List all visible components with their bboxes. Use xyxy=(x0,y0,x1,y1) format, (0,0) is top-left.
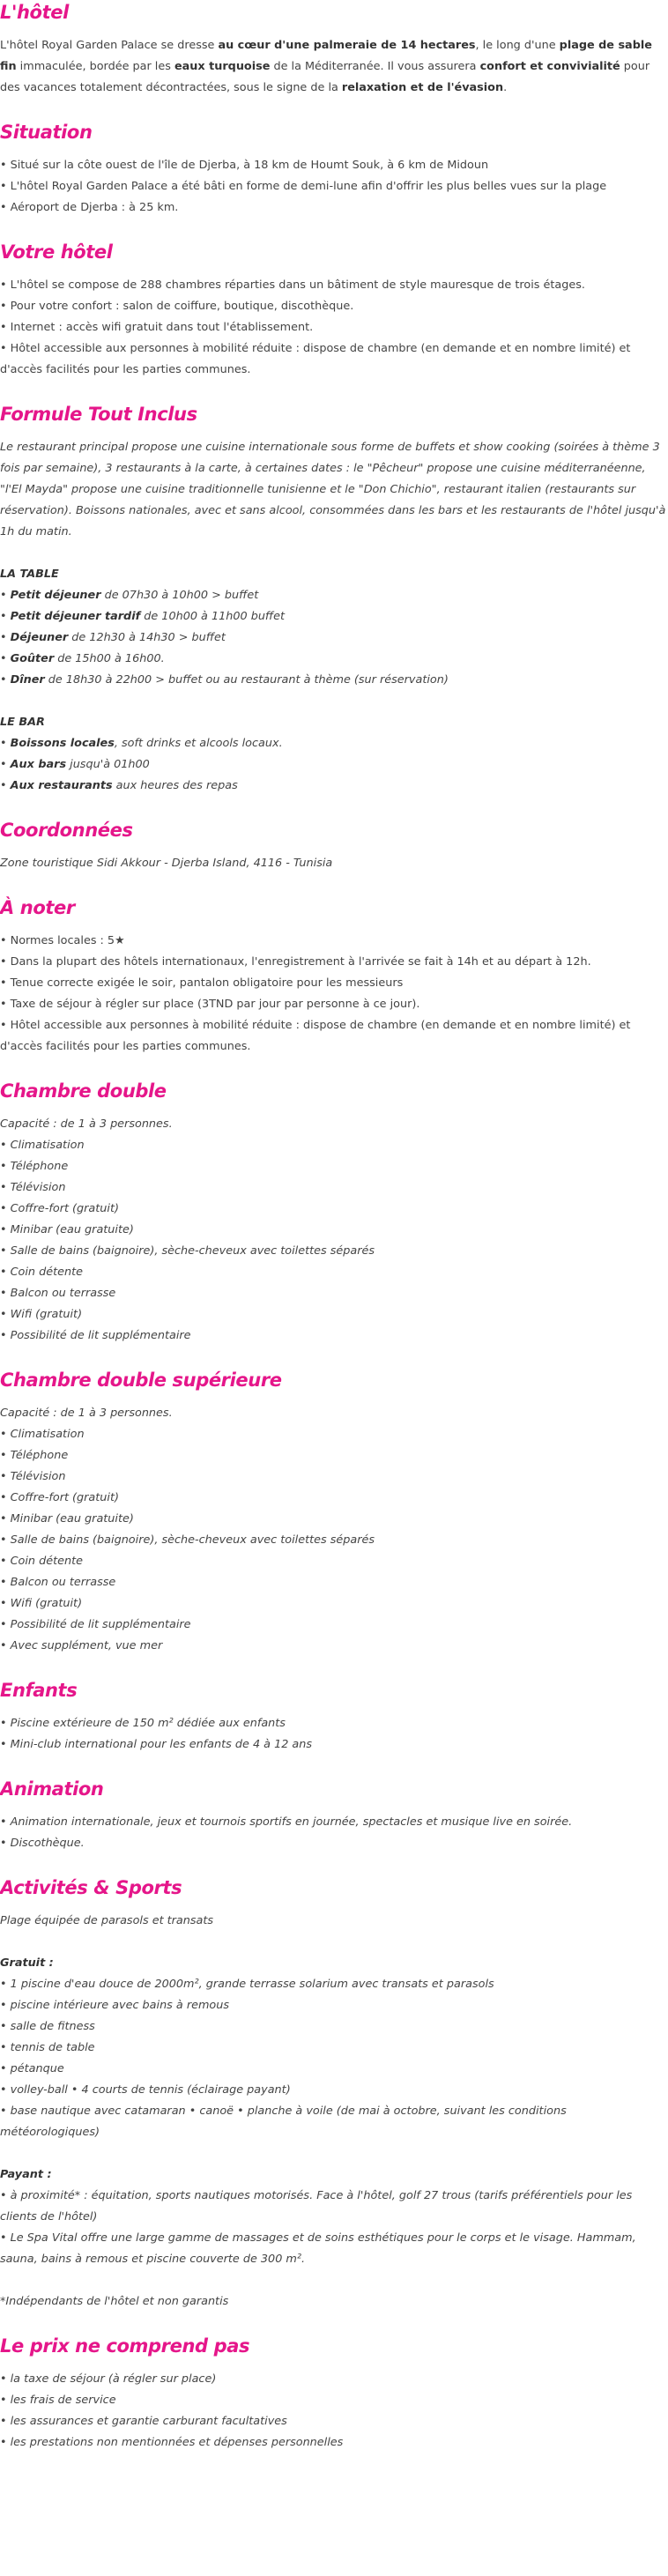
section-title-animation: Animation xyxy=(0,1778,104,1800)
list-item: • Wifi (gratuit) xyxy=(0,1308,83,1321)
section-enfants xyxy=(0,1678,668,1756)
activites-footnote: *Indépendants de l'hôtel et non garantis xyxy=(0,2295,229,2308)
list-item: • Téléphone xyxy=(0,1449,69,1462)
list-item: • Aux bars jusqu'à 01h00 xyxy=(0,758,150,771)
bar-item-name: Aux bars xyxy=(10,758,67,771)
list-item: • Wifi (gratuit) xyxy=(0,1597,83,1610)
bar-item-name: Boissons locales xyxy=(10,737,115,750)
list-item: • la taxe de séjour (à régler sur place) xyxy=(0,2372,217,2386)
hotel-text-5: pour des vacances totalement décontractées, sous le signe de la xyxy=(0,60,650,94)
bar-item-name: Aux restaurants xyxy=(10,779,113,792)
section-title-votre-hotel: Votre hôtel xyxy=(0,241,113,263)
section-situation xyxy=(0,120,668,219)
list-item: • Dans la plupart des hôtels internationaux, l'enregistrement à l'arrivée se fait à 14h et au départ à 12h. xyxy=(0,955,591,969)
hotel-intro-paragraph xyxy=(0,35,668,99)
list-item: • Le Spa Vital offre une large gamme de massages et de soins esthétiques pour le corps et le visage. Hammam, sauna, bains à remous et piscine couverte de 300 m². xyxy=(0,2231,636,2266)
list-item: • pétanque xyxy=(0,2062,64,2075)
list-item: • Tenue correcte exigée le soir, pantalon obligatoire pour les messieurs xyxy=(0,976,404,990)
list-item: • Dîner de 18h30 à 22h00 > buffet ou au restaurant à thème (sur réservation) xyxy=(0,673,449,687)
list-item: • les assurances et garantie carburant facultatives xyxy=(0,2415,287,2428)
list-item: • Coin détente xyxy=(0,1555,84,1568)
list-item: • piscine intérieure avec bains à remous xyxy=(0,1999,230,2012)
list-item: • Internet : accès wifi gratuit dans tout l'établissement. xyxy=(0,321,314,334)
list-item: • L'hôtel se compose de 288 chambres réparties dans un bâtiment de style mauresque de trois étages. xyxy=(0,278,585,292)
room-capacity: Capacité : de 1 à 3 personnes. xyxy=(0,1117,173,1131)
meal-name: Petit déjeuner xyxy=(10,589,101,602)
list-item: • à proximité* : équitation, sports nautiques motorisés. Face à l'hôtel, golf 27 trous (tarifs préférentiels pour les clients de l'hôtel) xyxy=(0,2189,633,2223)
section-title-chambre-double: Chambre double xyxy=(0,1080,167,1102)
bar-item-detail: aux heures des repas xyxy=(112,779,238,792)
meal-hours: de 18h30 à 22h00 > buffet ou au restaurant à thème (sur réservation) xyxy=(44,673,449,687)
list-item: • Minibar (eau gratuite) xyxy=(0,1512,134,1526)
list-item: • Taxe de séjour à régler sur place (3TND par jour par personne à ce jour). xyxy=(0,998,420,1011)
section-votre-hotel xyxy=(0,240,668,381)
list-item: • Climatisation xyxy=(0,1139,85,1152)
list-item: • Téléphone xyxy=(0,1160,69,1173)
hotel-text-6: . xyxy=(503,81,508,94)
section-activites xyxy=(0,1875,668,2312)
list-item: • Hôtel accessible aux personnes à mobilité réduite : dispose de chambre (en demande et en nombre limité) et d'accès facilités pour les parties communes. xyxy=(0,1019,631,1053)
list-item: • Coffre-fort (gratuit) xyxy=(0,1202,119,1215)
hotel-text-1: L'hôtel Royal Garden Palace se dresse xyxy=(0,39,219,52)
list-item: • Déjeuner de 12h30 à 14h30 > buffet xyxy=(0,631,226,644)
section-title-chambre-superieure: Chambre double supérieure xyxy=(0,1370,282,1391)
hotel-highlight-4: confort et convivialité xyxy=(479,60,620,73)
meal-hours: de 12h30 à 14h30 > buffet xyxy=(68,631,226,644)
list-item: • Salle de bains (baignoire), sèche-cheveux avec toilettes séparés xyxy=(0,1533,375,1547)
list-item: • Aéroport de Djerba : à 25 km. xyxy=(0,201,179,214)
list-item: • Discothèque. xyxy=(0,1837,85,1850)
list-item: • Coffre-fort (gratuit) xyxy=(0,1491,119,1504)
hotel-highlight-3: eaux turquoise xyxy=(174,60,271,73)
section-formule xyxy=(0,402,668,797)
meal-hours: de 15h00 à 16h00. xyxy=(54,652,165,665)
meal-name: Dîner xyxy=(10,673,45,687)
section-chambre-superieure xyxy=(0,1368,668,1657)
section-title-situation: Situation xyxy=(0,122,93,143)
list-item: • Climatisation xyxy=(0,1428,85,1441)
hotel-highlight-2: plage de sable fin xyxy=(0,39,652,73)
hotel-text-3: immaculée, bordée par les xyxy=(16,60,174,73)
list-item: • Télévision xyxy=(0,1470,66,1483)
section-coordonnees xyxy=(0,818,668,874)
list-item: • base nautique avec catamaran • canoë • planche à voile (de mai à octobre, suivant les conditions météorologiques) xyxy=(0,2105,567,2139)
list-item: • Minibar (eau gratuite) xyxy=(0,1223,134,1236)
room-capacity: Capacité : de 1 à 3 personnes. xyxy=(0,1407,173,1420)
hotel-highlight-1: au cœur d'une palmeraie de 14 hectares xyxy=(218,39,476,52)
list-item: • Télévision xyxy=(0,1181,66,1194)
section-title-activites: Activités & Sports xyxy=(0,1877,182,1898)
section-hotel xyxy=(0,0,668,99)
list-item: • les prestations non mentionnées et dépenses personnelles xyxy=(0,2436,344,2449)
list-item: • Aux restaurants aux heures des repas xyxy=(0,779,238,792)
formule-table-title: LA TABLE xyxy=(0,568,59,581)
list-item: • Petit déjeuner de 07h30 à 10h00 > buffet xyxy=(0,589,259,602)
formule-intro: Le restaurant principal propose une cuisine internationale sous forme de buffets et show cooking (soirées à thème 3 fois par semaine), 3 restaurants à la carte, à certaines dates : le "Pêcheur" propose une cuisine méditerranéenne, "l'El Mayda" propose une cuisine traditionnelle tunisienne et le "Don Chichio", restaurant italien (restaurants sur réservation). Boissons nationales, avec et sans alcool, consommées dans les bars et les restaurants de l'hôtel jusqu'à 1h du matin. xyxy=(0,441,666,538)
list-item: • 1 piscine d'eau douce de 2000m², grande terrasse solarium avec transats et parasols xyxy=(0,1978,494,1991)
list-item: • salle de fitness xyxy=(0,2020,95,2033)
list-item: • les frais de service xyxy=(0,2394,116,2407)
activites-gratuit-title: Gratuit : xyxy=(0,1956,54,1970)
section-title-hotel: L'hôtel xyxy=(0,2,69,23)
hotel-highlight-5: relaxation et de l'évasion xyxy=(341,81,504,94)
hotel-address: Zone touristique Sidi Akkour - Djerba Island, 4116 - Tunisia xyxy=(0,857,333,870)
section-chambre-double xyxy=(0,1079,668,1347)
list-item: • Normes locales : 5★ xyxy=(0,934,125,947)
section-a-noter xyxy=(0,895,668,1058)
list-item: • Avec supplément, vue mer xyxy=(0,1639,163,1652)
section-title-coordonnees: Coordonnées xyxy=(0,820,133,841)
hotel-text-4: de la Méditerranée. Il vous assurera xyxy=(270,60,480,73)
meal-hours: de 07h30 à 10h00 > buffet xyxy=(100,589,259,602)
list-item: • Pour votre confort : salon de coiffure, boutique, discothèque. xyxy=(0,300,354,313)
activites-intro: Plage équipée de parasols et transats xyxy=(0,1914,214,1927)
list-item: • Balcon ou terrasse xyxy=(0,1287,116,1300)
list-item: • Situé sur la côte ouest de l'île de Djerba, à 18 km de Houmt Souk, à 6 km de Midoun xyxy=(0,159,489,172)
meal-name: Déjeuner xyxy=(10,631,69,644)
hotel-text-2: , le long d'une xyxy=(475,39,560,52)
section-prix xyxy=(0,2334,668,2454)
meal-name: Petit déjeuner tardif xyxy=(10,610,141,623)
section-title-a-noter: À noter xyxy=(0,897,75,918)
list-item: • volley-ball • 4 courts de tennis (éclairage payant) xyxy=(0,2083,291,2097)
list-item: • Possibilité de lit supplémentaire xyxy=(0,1618,191,1631)
list-item: • Petit déjeuner tardif de 10h00 à 11h00 buffet xyxy=(0,610,286,623)
bar-item-detail: jusqu'à 01h00 xyxy=(66,758,150,771)
list-item: • Coin détente xyxy=(0,1266,84,1279)
activites-payant-title: Payant : xyxy=(0,2168,52,2181)
list-item: • Mini-club international pour les enfants de 4 à 12 ans xyxy=(0,1738,313,1751)
list-item: • Goûter de 15h00 à 16h00. xyxy=(0,652,165,665)
list-item: • L'hôtel Royal Garden Palace a été bâti en forme de demi-lune afin d'offrir les plus belles vues sur la plage xyxy=(0,180,607,193)
list-item: • Possibilité de lit supplémentaire xyxy=(0,1329,191,1342)
section-animation xyxy=(0,1777,668,1854)
meal-hours: de 10h00 à 11h00 buffet xyxy=(140,610,286,623)
list-item: • tennis de table xyxy=(0,2041,95,2054)
list-item: • Hôtel accessible aux personnes à mobilité réduite : dispose de chambre (en demande et en nombre limité) et d'accès facilités pour les parties communes. xyxy=(0,342,631,376)
section-title-prix: Le prix ne comprend pas xyxy=(0,2335,250,2357)
list-item: • Balcon ou terrasse xyxy=(0,1576,116,1589)
bar-item-detail: , soft drinks et alcools locaux. xyxy=(114,737,283,750)
formule-bar-title: LE BAR xyxy=(0,716,45,729)
list-item: • Piscine extérieure de 150 m² dédiée aux enfants xyxy=(0,1717,286,1730)
list-item: • Boissons locales, soft drinks et alcools locaux. xyxy=(0,737,283,750)
list-item: • Salle de bains (baignoire), sèche-cheveux avec toilettes séparés xyxy=(0,1244,375,1258)
list-item: • Animation internationale, jeux et tournois sportifs en journée, spectacles et musique live en soirée. xyxy=(0,1815,573,1829)
section-title-formule: Formule Tout Inclus xyxy=(0,404,197,425)
meal-name: Goûter xyxy=(10,652,55,665)
section-title-enfants: Enfants xyxy=(0,1680,78,1701)
